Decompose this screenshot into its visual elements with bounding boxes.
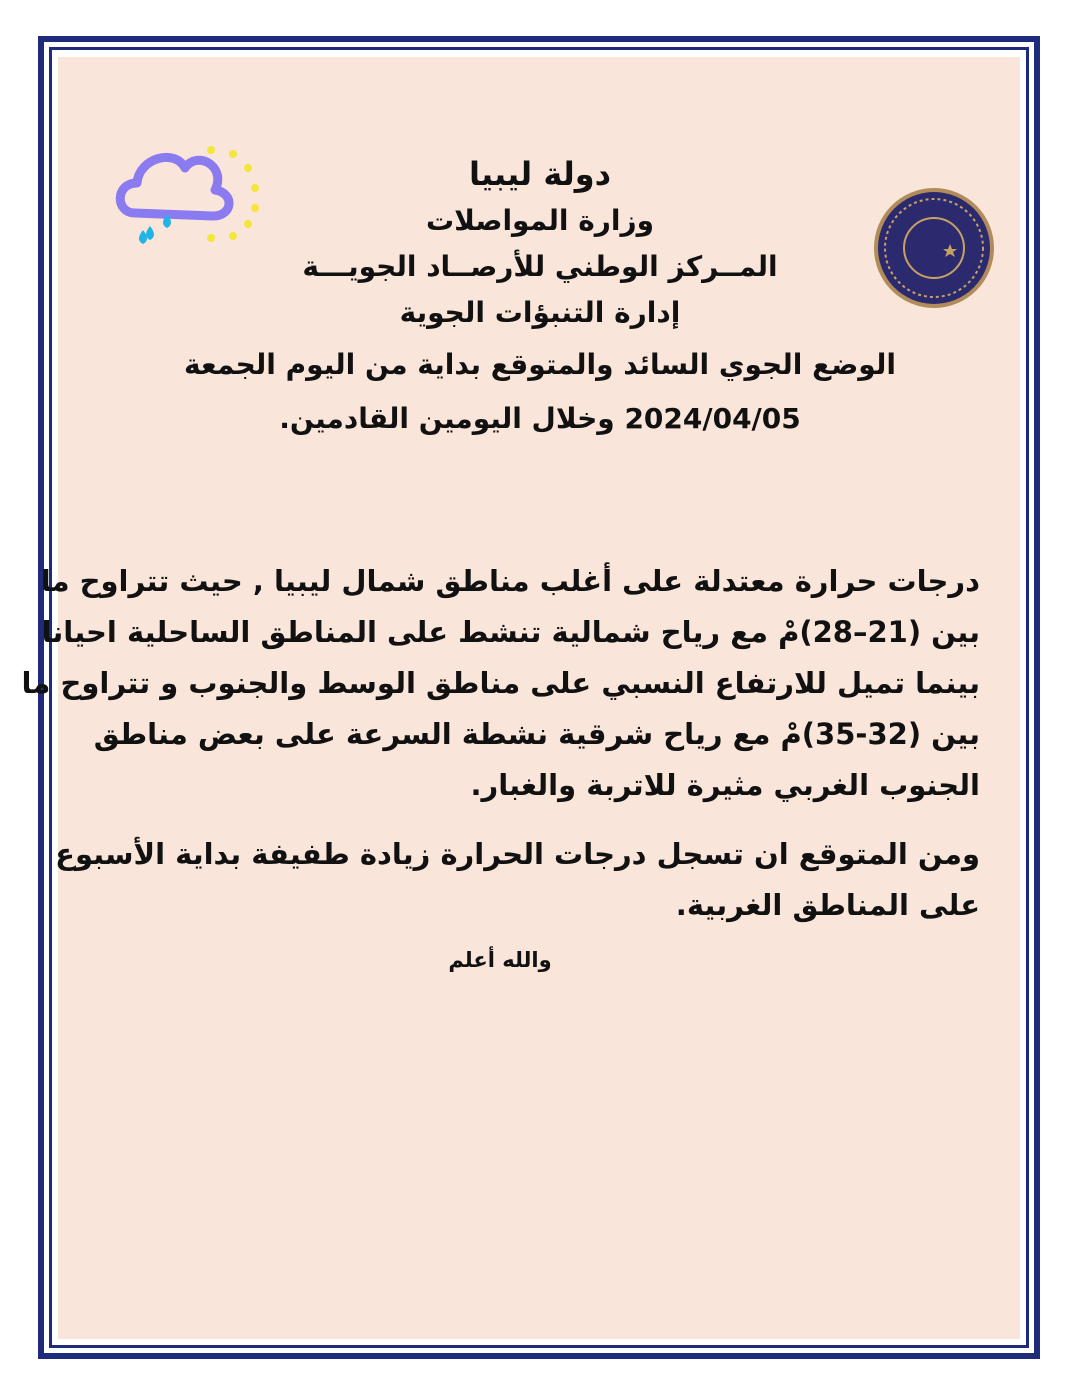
raindrop	[146, 226, 154, 240]
paragraph-line: على المناطق الغربية.	[675, 888, 980, 922]
bulletin-title	[120, 338, 960, 446]
paragraph-line: بين (21–28)مْ مع رياح شمالية تنشط على المناطق الساحلية احيانا	[41, 615, 980, 649]
forecast-paragraph-2	[55, 829, 980, 931]
closing-phrase: والله أعلم	[448, 948, 552, 972]
raindrop	[139, 230, 147, 244]
bulletin-title-line-2: 2024/04/05 وخلال اليومين القادمين.	[279, 402, 801, 435]
bulletin-title-line-1: الوضع الجوي السائد والمتوقع بداية من اليوم الجمعة	[184, 348, 896, 381]
forecast-paragraph-1	[21, 556, 980, 811]
state-name: دولة ليبيا	[468, 155, 612, 193]
paragraph-line: ومن المتوقع ان تسجل درجات الحرارة زيادة طفيفة بداية الأسبوع	[55, 837, 980, 871]
center-name: المــركز الوطني للأرصــاد الجويـــة	[302, 250, 778, 283]
paragraph-line: بين (32-35)مْ مع رياح شرقية نشطة السرعة على بعض مناطق	[93, 717, 980, 751]
paragraph-line: الجنوب الغربي مثيرة للاتربة والغبار.	[470, 768, 980, 802]
department-name: إدارة التنبؤات الجوية	[399, 296, 681, 329]
paragraph-line: بينما تميل للارتفاع النسبي على مناطق الوسط والجنوب و تتراوح ما	[21, 666, 980, 700]
paragraph-line: درجات حرارة معتدلة على أغلب مناطق شمال ليبيا , حيث تتراوح ما	[40, 564, 980, 598]
ministry-name: وزارة المواصلات	[425, 204, 654, 237]
document-header	[180, 150, 900, 336]
